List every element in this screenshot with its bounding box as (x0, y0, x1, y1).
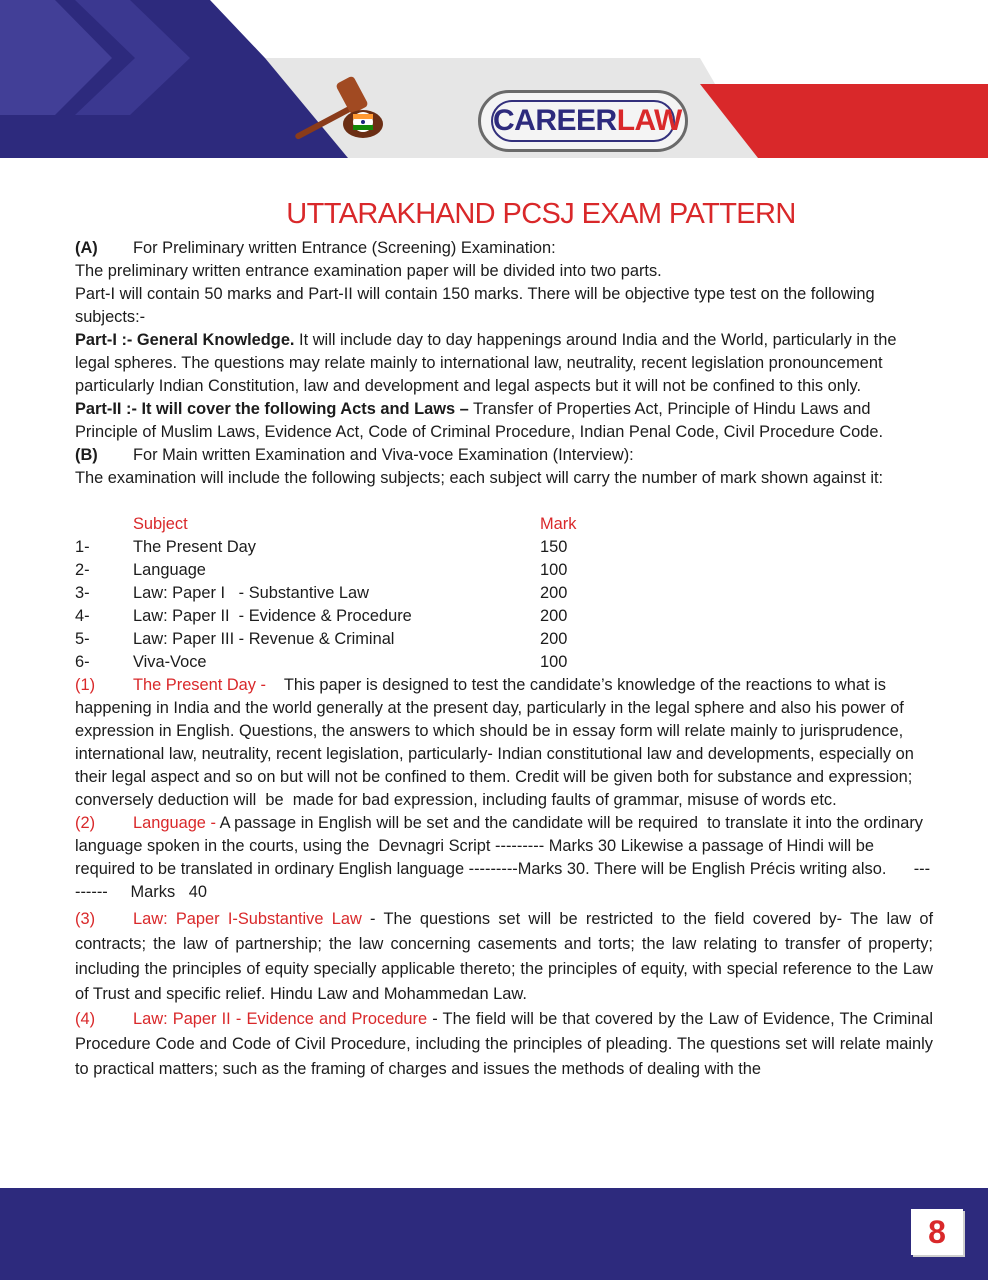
row-num: 5- (75, 630, 90, 648)
part1-text: It will include day to day happenings around India and the World, particularly in the legal spheres. The questions may relate mainly to international law, neutrality, recent legislation pronouncement particularly Indian Constitution, law and development and legal aspects but it will not be confined to this only. (75, 331, 897, 395)
page-footer (0, 1188, 988, 1280)
page-title: UTTARAKHAND PCSJ EXAM PATTERN (286, 198, 796, 230)
logo-career-text: CAREER (493, 104, 617, 137)
row-subject: Law: Paper I - Substantive Law (133, 584, 369, 602)
row-mark: 100 (540, 653, 568, 671)
part2-para (75, 398, 933, 444)
page-number: 8 (911, 1209, 963, 1255)
item-evidence-procedure (75, 1007, 933, 1082)
section-a-label: (A) (75, 239, 98, 257)
item-num: (3) (75, 910, 96, 928)
item-title: Language - (133, 814, 216, 832)
careerlaw-logo (478, 90, 688, 152)
table-row (75, 536, 933, 559)
part2-text: Transfer of Properties Act, Principle of Hindu Laws and Principle of Muslim Laws, Evidence Act, Code of Criminal Procedure, Indian Penal Code, Civil Procedure Code. (75, 400, 884, 441)
row-subject: Language (133, 561, 206, 579)
row-mark: 100 (540, 561, 568, 579)
section-b-label: (B) (75, 446, 98, 464)
part1-label: Part-I :- General Knowledge. (75, 331, 295, 349)
row-num: 1- (75, 538, 90, 556)
header-mark: Mark (540, 515, 577, 533)
section-a-heading-text: For Preliminary written Entrance (Screening) Examination: (133, 239, 556, 257)
part1-para (75, 329, 933, 398)
table-row (75, 582, 933, 605)
item-num: (4) (75, 1010, 96, 1028)
item-num: (2) (75, 814, 96, 832)
row-num: 3- (75, 584, 90, 602)
section-a-para1: The preliminary written entrance examination paper will be divided into two parts. (75, 262, 662, 280)
table-row (75, 605, 933, 628)
row-mark: 200 (540, 584, 568, 602)
section-b-para1: The examination will include the following subjects; each subject will carry the number of mark shown against it: (75, 469, 884, 487)
item-present-day (75, 674, 933, 812)
row-num: 2- (75, 561, 90, 579)
row-subject: Law: Paper II - Evidence & Procedure (133, 607, 412, 625)
logo-law-text: LAW (616, 104, 682, 137)
item-text: This paper is designed to test the candidate’s knowledge of the reactions to what is happening in India and the world generally at the present day, particularly in the legal sphere and also his power of expression in English. Questions, the answers to which should be in essay form will relate mainly to jurisprudence, international law, neutrality, recent legislation, particularly- Indian constitutional law and developments, especially on their legal aspect and so on but will not be confined to them. Credit will be given both for substance and expression; conversely deduction will be made for bad expression, including faults of grammar, misuse of words etc. (75, 676, 919, 809)
section-a-para2: Part-I will contain 50 marks and Part-II will contain 150 marks. There will be objective type test on the following subjects:- (75, 285, 875, 326)
row-mark: 200 (540, 607, 568, 625)
item-title: Law: Paper II - Evidence and Procedure (133, 1010, 428, 1028)
section-a-heading (75, 237, 933, 260)
row-subject: Viva-Voce (133, 653, 207, 671)
table-header (75, 513, 933, 536)
table-row (75, 559, 933, 582)
row-num: 4- (75, 607, 90, 625)
section-b-heading (75, 444, 933, 467)
section-b-heading-text: For Main written Examination and Viva-voce Examination (Interview): (133, 446, 634, 464)
header-banner (0, 0, 988, 175)
item-language (75, 812, 933, 904)
item-title: Law: Paper I-Substantive Law (133, 910, 362, 928)
row-mark: 150 (540, 538, 568, 556)
item-title: The Present Day - (133, 676, 266, 694)
item-text: A passage in English will be set and the candidate will be required to translate it into the ordinary language spoken in the courts, using the Devnagri Script --------- Marks 30 Likewise a passage of Hindi will be required to be translated in ordinary English language ---------Marks 30. There will be English Précis writing also. --------- Marks 40 (75, 814, 931, 901)
table-row (75, 651, 933, 674)
item-text: - The field will be that covered by the Law of Evidence, The Criminal Procedure Code and Code of Civil Procedure, including the principles of pleading. The questions set will relate mainly to practical matters; such as the framing of charges and issues the methods of dealing with the (75, 1010, 933, 1078)
row-subject: Law: Paper III - Revenue & Criminal (133, 630, 395, 648)
table-row (75, 628, 933, 651)
header-subject: Subject (133, 515, 188, 533)
item-num: (1) (75, 676, 96, 694)
item-text: - The questions set will be restricted to the field covered by- The law of contracts; the law of partnership; the law concerning casements and torts; the law relating to transfer of property; including the principles of equity specially applicable thereto; the principles of equity, with special reference to the Law of Trust and specific relief. Hindu Law and Mohammedan Law. (75, 910, 933, 1003)
part2-label: Part-II :- It will cover the following Acts and Laws – (75, 400, 469, 418)
document-body (75, 237, 933, 1082)
row-mark: 200 (540, 630, 568, 648)
item-substantive-law (75, 907, 933, 1007)
row-subject: The Present Day (133, 538, 256, 556)
gavel-icon (290, 72, 390, 142)
row-num: 6- (75, 653, 90, 671)
page-header (0, 0, 988, 175)
